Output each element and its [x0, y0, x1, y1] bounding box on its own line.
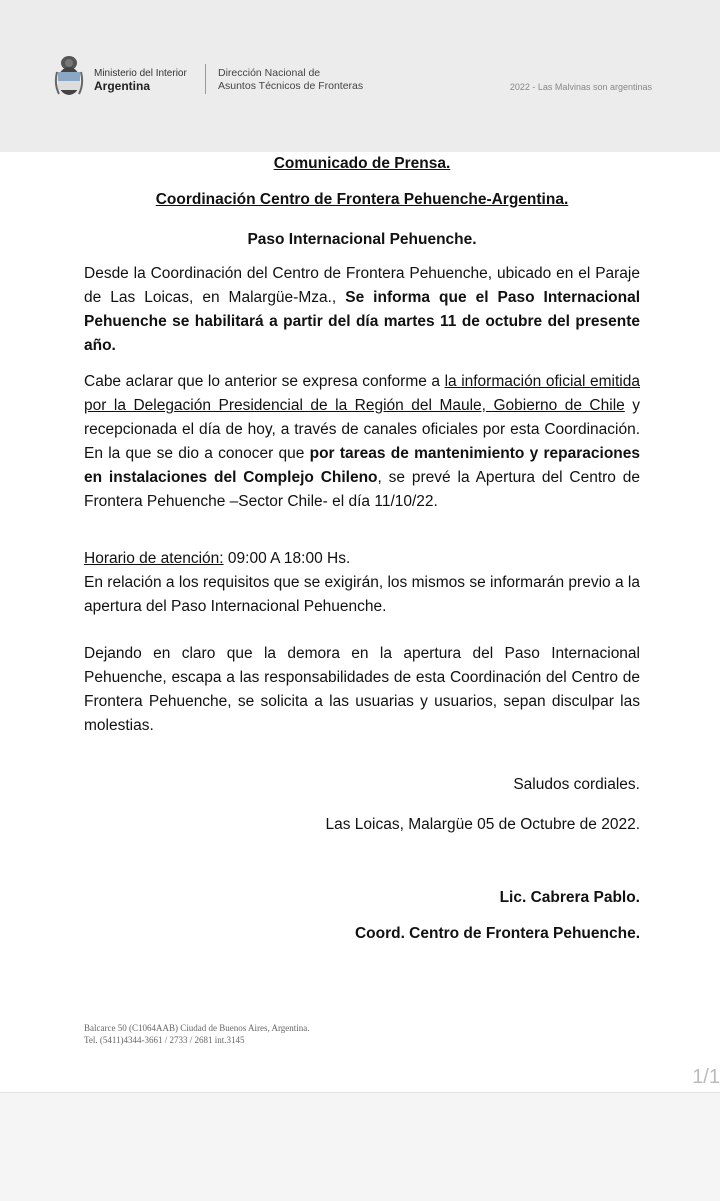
closing-greeting: Saludos cordiales. — [513, 776, 640, 793]
paragraph-1-text: Desde la Coordinación del Centro de Frontera Pehuenche, ubicado en el Paraje de Las Loicas, en Malargüe-Mza., — [84, 265, 640, 306]
paragraph-3: En relación a los requisitos que se exigirán, los mismos se informarán previo a la apertura del Paso Internacional Pehuenche. — [84, 574, 640, 615]
letterhead — [0, 0, 720, 152]
paragraph-2 — [84, 370, 640, 514]
footer-address-line: Balcarce 50 (C1064AAB) Ciudad de Buenos Aires, Argentina. — [84, 1023, 310, 1033]
schedule-value: 09:00 A 18:00 Hs. — [223, 550, 351, 567]
viewer-bottom-area — [0, 1092, 720, 1201]
country-label: Argentina — [94, 79, 151, 93]
ministry-label: Ministerio del Interior — [94, 68, 187, 79]
doc-title-paso: Paso Internacional Pehuenche. — [247, 231, 477, 248]
paragraph-2-text-b: y recepcionada el día de hoy, a través de canales oficiales por esta Coordinación. En la que se dio a conocer que — [84, 397, 641, 462]
ministry-name — [94, 67, 187, 93]
signer-title: Coord. Centro de Frontera Pehuenche. — [354, 925, 640, 942]
paragraph-2-text-a: Cabe aclarar que lo anterior se expresa conforme a — [84, 373, 445, 390]
page-counter: 1/1 — [692, 1066, 720, 1088]
footer-phone-line: Tel. (5411)4344-3661 / 2733 / 2681 int.3145 — [84, 1035, 245, 1045]
doc-title-coordination: Coordinación Centro de Frontera Pehuenche-Argentina. — [155, 191, 569, 208]
official-info-reference: la información oficial emitida por la Delegación Presidencial de la Región del Maule, Gobierno de Chile — [84, 373, 640, 414]
argentina-coat-of-arms-icon — [54, 52, 84, 98]
direccion-line-2: Asuntos Técnicos de Fronteras — [218, 80, 364, 92]
paragraph-4: Dejando en claro que la demora en la apertura del Paso Internacional Pehuenche, escapa a las responsabilidades de esta Coordinación del Centro de Frontera Pehuenche, se solicita a las usuarias y usuarios, sepan disculpar las molestias. — [84, 645, 640, 734]
paragraph-1-bold: Se informa que el Paso Internacional Pehuenche se habilitará a partir del día martes 11 de octubre del presente año. — [84, 289, 640, 354]
paragraph-1 — [84, 262, 640, 358]
footer-address — [84, 1022, 310, 1046]
paragraph-2-text-c: , se prevé la Apertura del Centro de Frontera Pehuenche –Sector Chile- el día 11/10/22. — [84, 469, 641, 510]
doc-title-press: Comunicado de Prensa. — [273, 155, 451, 172]
direccion-name — [218, 67, 363, 93]
direccion-line-1: Dirección Nacional de — [218, 67, 321, 79]
header-divider — [205, 64, 206, 94]
schedule-label: Horario de atención: — [84, 550, 224, 567]
signer-name: Lic. Cabrera Pablo. — [499, 889, 640, 906]
schedule-line — [84, 547, 640, 571]
paragraph-2-bold: por tareas de mantenimiento y reparaciones en instalaciones del Complejo Chileno — [84, 445, 640, 486]
place-date: Las Loicas, Malargüe 05 de Octubre de 2022. — [325, 816, 640, 833]
slogan: 2022 - Las Malvinas son argentinas — [509, 82, 652, 92]
